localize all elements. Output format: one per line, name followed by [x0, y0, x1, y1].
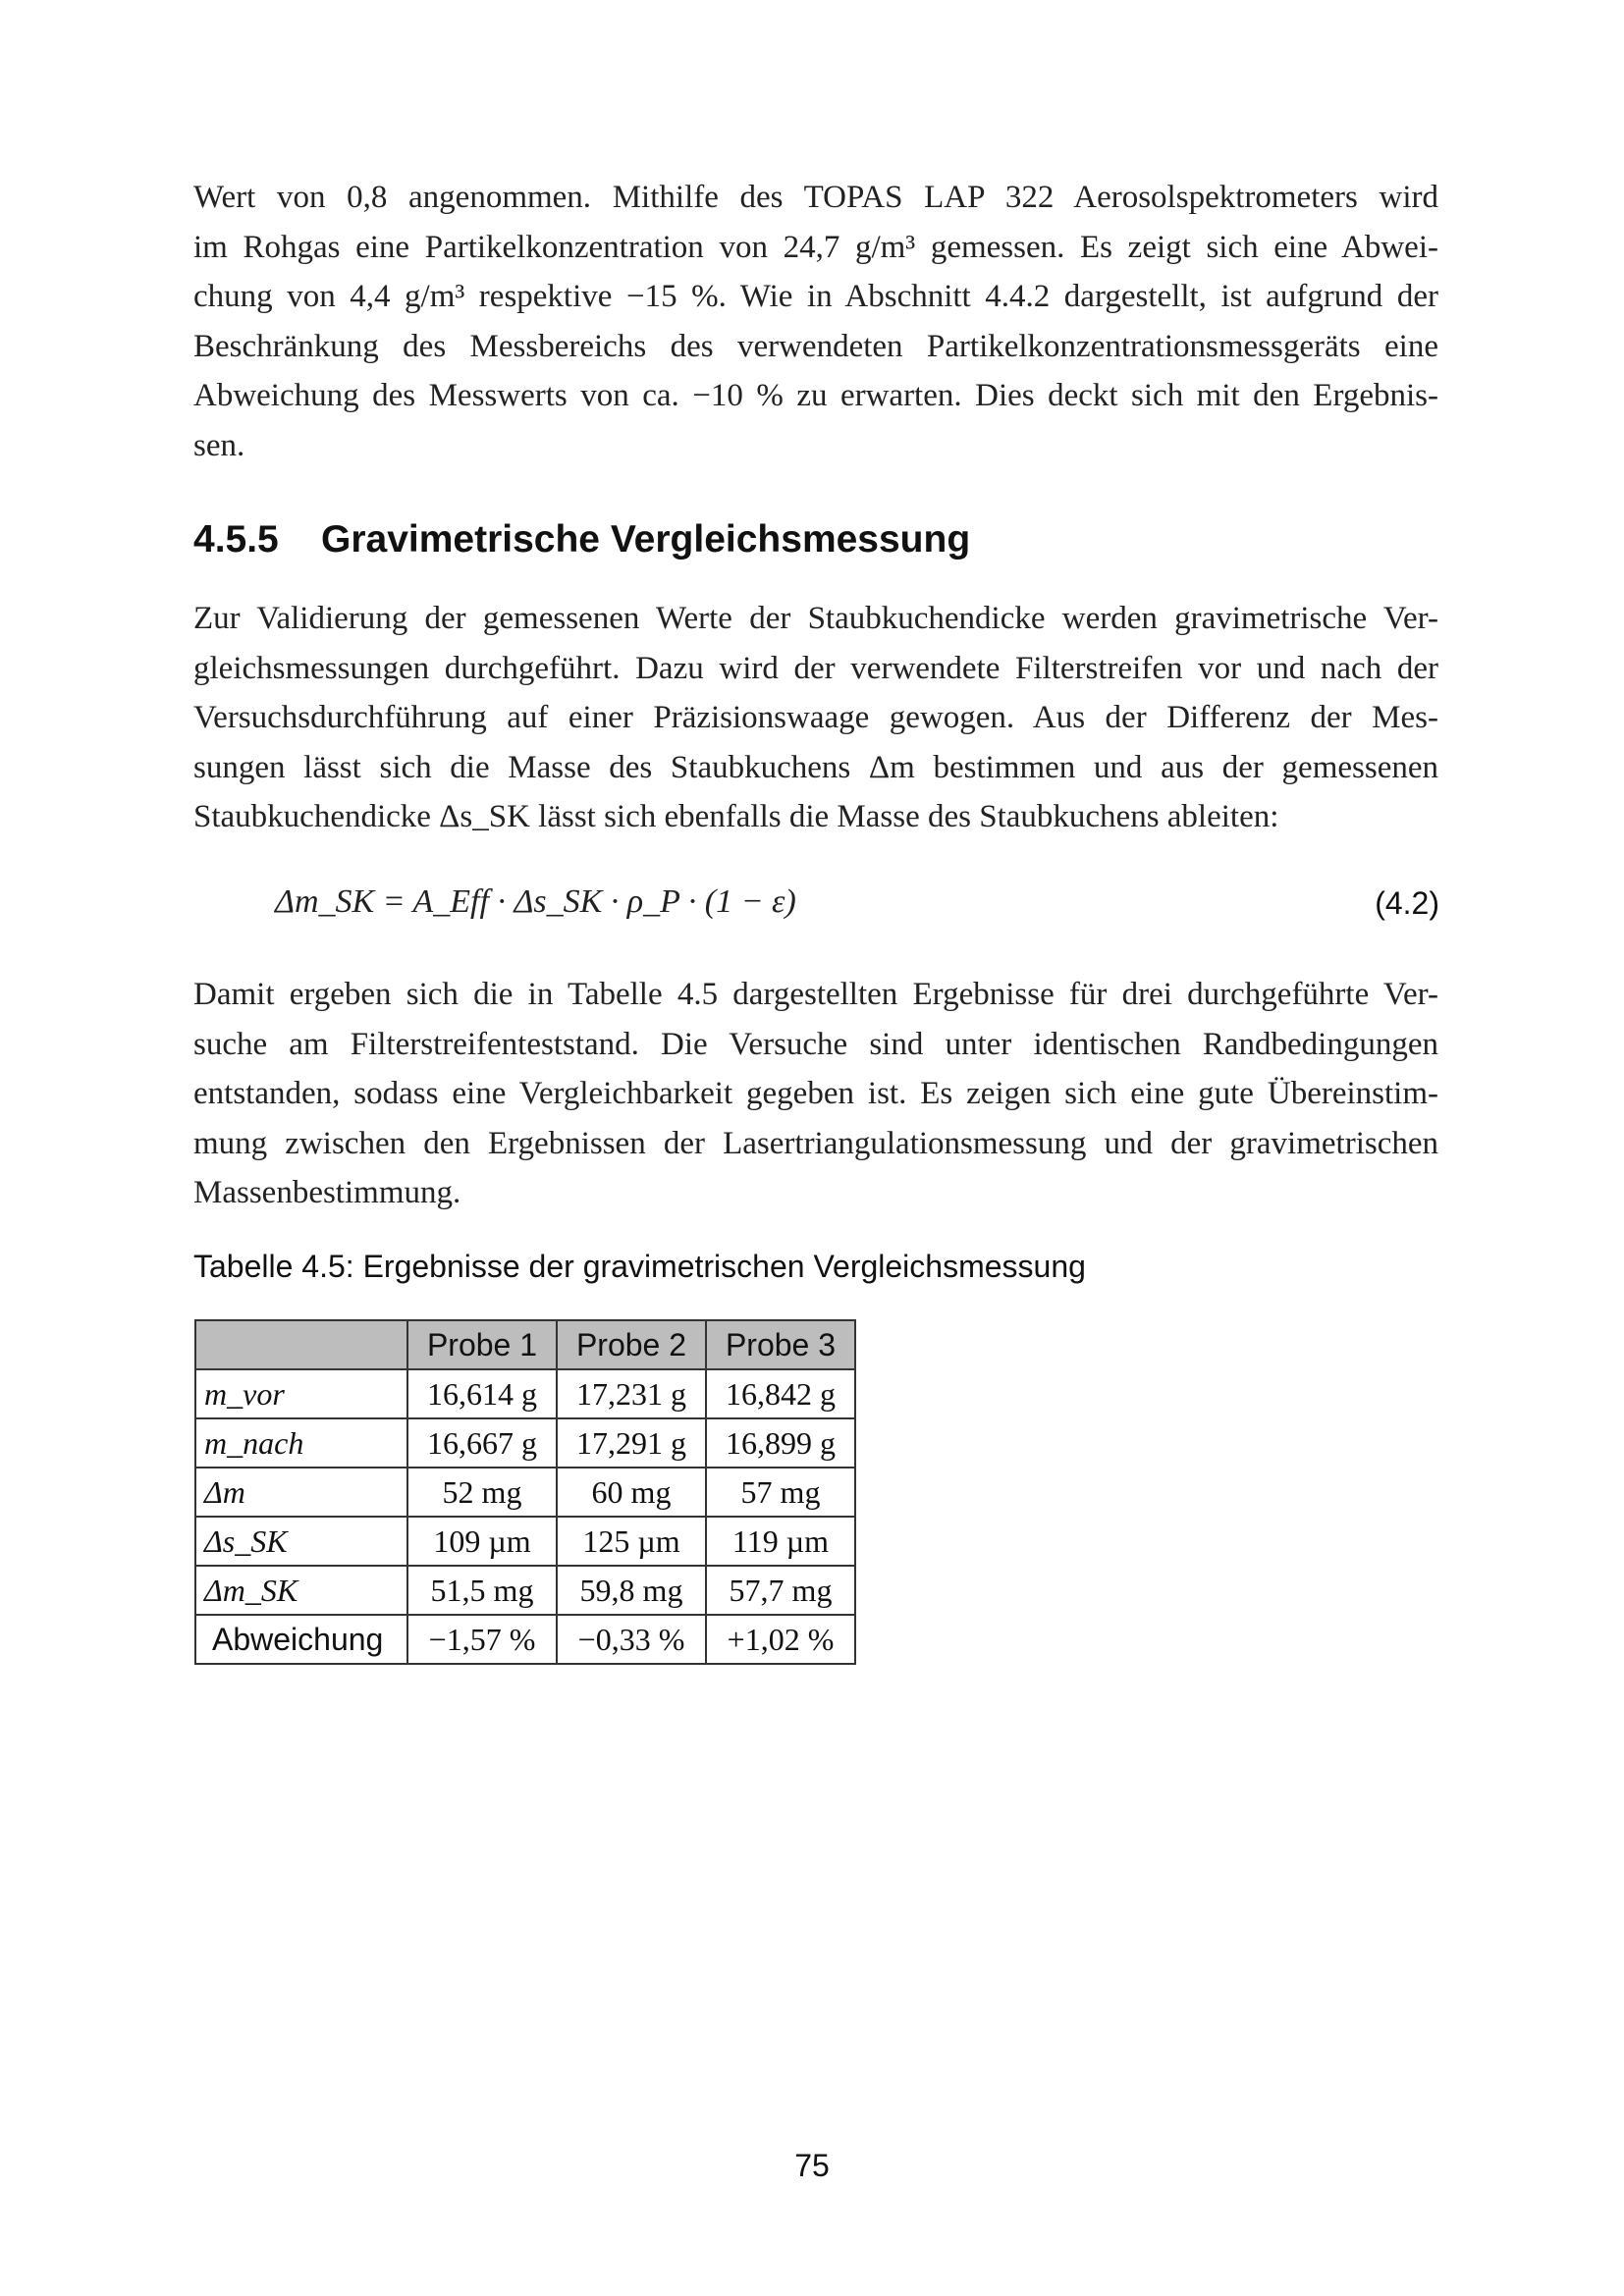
table-cell: −0,33 % [557, 1615, 706, 1664]
text-line: Zur Validierung der gemessenen Werte der Staubkuchendicke werden gravimetrische Ver- [193, 601, 1438, 636]
table-cell: −1,57 % [407, 1615, 557, 1664]
table-row [195, 1517, 855, 1566]
table-cell: 51,5 mg [407, 1566, 557, 1615]
table-caption: Tabelle 4.5: Ergebnisse der gravimetrischen Vergleichsmessung [193, 1249, 1086, 1284]
table-cell: 119 µm [706, 1517, 855, 1566]
table-cell: 57,7 mg [706, 1566, 855, 1615]
text-line: chung von 4,4 g/m³ respektive −15 %. Wie in Abschnitt 4.4.2 dargestellt, ist aufgrund der [193, 279, 1438, 314]
text-line: suche am Filterstreifenteststand. Die Versuche sind unter identischen Randbedingungen [193, 1026, 1438, 1062]
table-cell: 16,614 g [407, 1369, 557, 1418]
paragraph-intro [193, 173, 1438, 470]
table-row [195, 1468, 855, 1517]
table-cell: 17,231 g [557, 1369, 706, 1418]
text-line: Beschränkung des Messbereichs des verwendeten Partikelkonzentrationsmessgeräts eine [193, 328, 1438, 364]
row-label: Δm_SK [195, 1566, 407, 1615]
table-header-row [195, 1320, 855, 1369]
section-title: Gravimetrische Vergleichsmessung [321, 518, 971, 561]
text-line: sungen lässt sich die Masse des Staubkuchens Δm bestimmen und aus der gemessenen [193, 749, 1438, 785]
table-cell: 59,8 mg [557, 1566, 706, 1615]
text-line: Wert von 0,8 angenommen. Mithilfe des TOPAS LAP 322 Aerosolspektrometers wird [193, 180, 1438, 215]
section-heading [193, 518, 970, 561]
equation-number: (4.2) [1375, 885, 1439, 921]
table-row [195, 1615, 855, 1664]
table-cell: 16,842 g [706, 1369, 855, 1418]
text-line: Abweichung des Messwerts von ca. −10 % zu erwarten. Dies deckt sich mit den Ergebnis- [193, 378, 1438, 413]
column-header: Probe 3 [706, 1320, 855, 1369]
text-line: Damit ergeben sich die in Tabelle 4.5 dargestellten Ergebnisse für drei durchgeführte Ver- [193, 977, 1438, 1012]
table-cell: 125 µm [557, 1517, 706, 1566]
text-line: Versuchsdurchführung auf einer Präzisionswaage gewogen. Aus der Differenz der Mes- [193, 700, 1438, 735]
column-header: Probe 2 [557, 1320, 706, 1369]
row-label: Δs_SK [195, 1517, 407, 1566]
row-label: Δm [195, 1468, 407, 1517]
table-row [195, 1566, 855, 1615]
table-cell: 109 µm [407, 1517, 557, 1566]
text-line: Staubkuchendicke Δs_SK lässt sich ebenfalls die Masse des Staubkuchens ableiten: [193, 799, 1279, 834]
table-cell: 17,291 g [557, 1418, 706, 1468]
table-cell: 60 mg [557, 1468, 706, 1517]
row-label: Abweichung [195, 1615, 407, 1664]
table-cell: 16,899 g [706, 1418, 855, 1468]
text-line: mung zwischen den Ergebnissen der Lasertriangulationsmessung und der gravimetrischen [193, 1125, 1438, 1161]
column-header: Probe 1 [407, 1320, 557, 1369]
text-line: gleichsmessungen durchgeführt. Dazu wird der verwendete Filterstreifen vor und nach der [193, 650, 1438, 686]
section-number: 4.5.5 [193, 518, 279, 561]
text-line: entstanden, sodass eine Vergleichbarkeit gegeben ist. Es zeigen sich eine gute Übereinstim- [193, 1076, 1438, 1111]
table-cell: 52 mg [407, 1468, 557, 1517]
table-corner-cell [195, 1320, 407, 1369]
table-row [195, 1418, 855, 1468]
equation: Δm_SK = A_Eff · Δs_SK · ρ_P · (1 − ε) [275, 883, 796, 920]
row-label: m_nach [195, 1418, 407, 1468]
page-number: 75 [794, 2148, 830, 2183]
table-cell: +1,02 % [706, 1615, 855, 1664]
paragraph-results [193, 970, 1438, 1218]
table-cell: 16,667 g [407, 1418, 557, 1468]
paragraph-method [193, 594, 1438, 842]
text-line: im Rohgas eine Partikelkonzentration von 24,7 g/m³ gemessen. Es zeigt sich eine Abwei- [193, 229, 1438, 265]
text-line: sen. [193, 427, 245, 463]
row-label: m_vor [195, 1369, 407, 1418]
table-cell: 57 mg [706, 1468, 855, 1517]
text-line: Massenbestimmung. [193, 1175, 461, 1210]
results-table [194, 1319, 856, 1665]
table-row [195, 1369, 855, 1418]
